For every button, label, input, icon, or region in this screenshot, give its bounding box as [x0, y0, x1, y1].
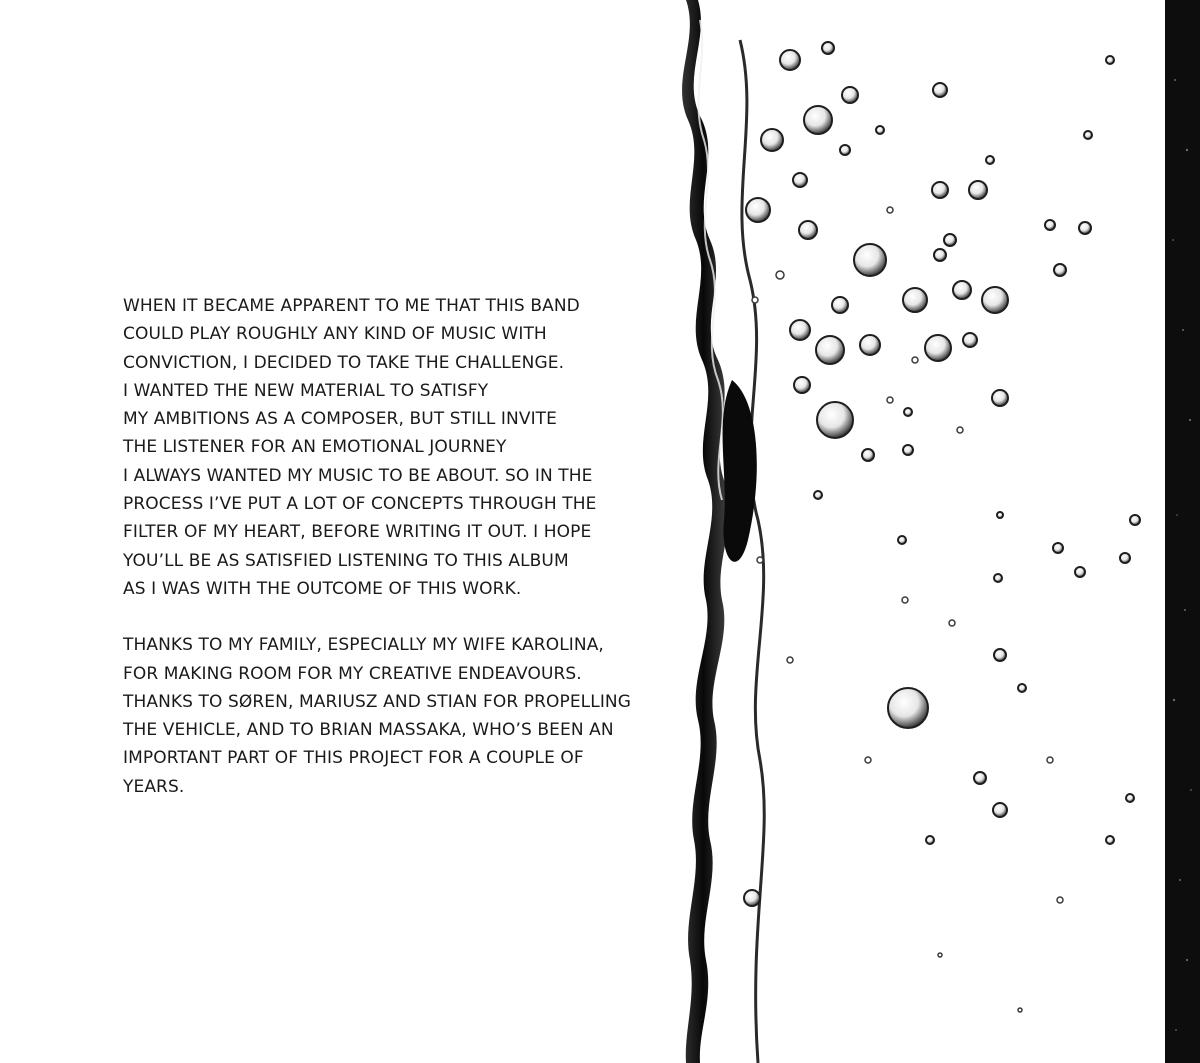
- liner-notes-text: [123, 292, 683, 801]
- text-line: THANKS TO SØREN, MARIUSZ AND STIAN FOR PROPELLING: [123, 691, 632, 712]
- film-grain: [1165, 0, 1200, 1063]
- text-line: FOR MAKING ROOM FOR MY CREATIVE ENDEAVOURS.: [123, 663, 582, 684]
- text-line: THE VEHICLE, AND TO BRIAN MASSAKA, WHO’S BEEN AN: [123, 720, 614, 741]
- text-line: COULD PLAY ROUGHLY ANY KIND OF MUSIC WITH: [123, 324, 547, 345]
- water-splash-photo: [640, 0, 1200, 1063]
- paragraph-spacer: [123, 603, 683, 631]
- text-line: YEARS.: [123, 776, 185, 797]
- bubble-cluster: [744, 42, 1140, 906]
- text-line: PROCESS I’VE PUT A LOT OF CONCEPTS THROUGH THE: [123, 494, 597, 515]
- text-line: IMPORTANT PART OF THIS PROJECT FOR A COUPLE OF: [123, 748, 584, 769]
- text-line: THE LISTENER FOR AN EMOTIONAL JOURNEY: [123, 437, 507, 458]
- text-line: I WANTED THE NEW MATERIAL TO SATISFY: [123, 380, 489, 401]
- text-line: CONVICTION, I DECIDED TO TAKE THE CHALLENGE.: [123, 352, 565, 373]
- text-line: YOU’LL BE AS SATISFIED LISTENING TO THIS ALBUM: [123, 550, 569, 571]
- water-stream: [682, 0, 729, 1063]
- text-line: MY AMBITIONS AS A COMPOSER, BUT STILL INVITE: [123, 409, 558, 430]
- notes-paragraph-1: [123, 292, 683, 603]
- notes-paragraph-2: [123, 631, 683, 801]
- film-edge-border: [1165, 0, 1200, 1063]
- text-line: THANKS TO MY FAMILY, ESPECIALLY MY WIFE KAROLINA,: [123, 635, 604, 656]
- text-line: AS I WAS WITH THE OUTCOME OF THIS WORK.: [123, 578, 522, 599]
- text-line: I ALWAYS WANTED MY MUSIC TO BE ABOUT. SO IN THE: [123, 465, 593, 486]
- text-line: FILTER OF MY HEART, BEFORE WRITING IT OUT. I HOPE: [123, 522, 592, 543]
- text-line: WHEN IT BECAME APPARENT TO ME THAT THIS BAND: [123, 296, 580, 316]
